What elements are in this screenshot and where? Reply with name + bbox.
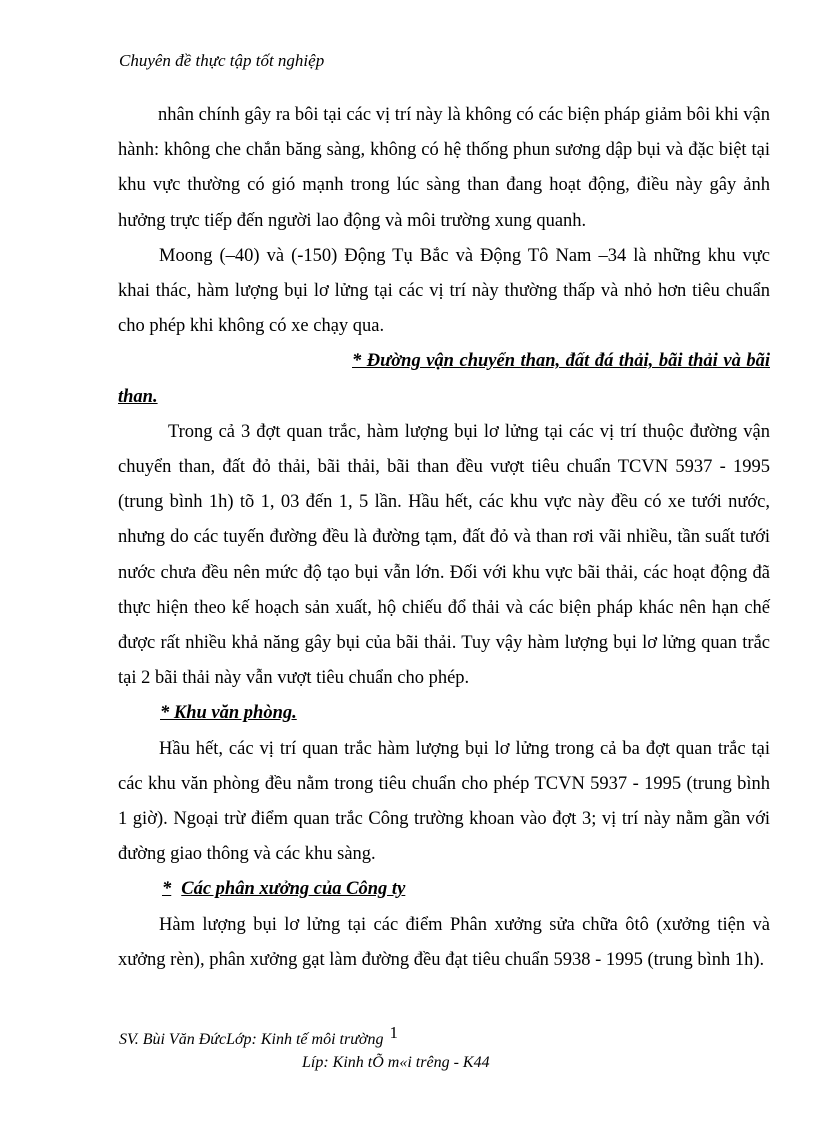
document-body	[118, 98, 770, 978]
footer-class: Líp: Kinh tÕ m«i trêng - K44	[302, 1054, 490, 1071]
footer-author-text: SV. Bùi Văn ĐứcLớp: Kinh tế môi trường	[119, 1031, 384, 1048]
section-heading-office: * Khu văn phòng.	[160, 703, 297, 724]
section-heading-transport: * Đường vận chuyển than, đất đá thải, bãi thải và bãi than.	[118, 351, 770, 407]
paragraph-3: Trong cả 3 đợt quan trắc, hàm lượng bụi lơ lửng tại các vị trí thuộc đường vận chuyển than, đất đỏ thải, bãi thải, bãi than đều vượt tiêu chuẩn TCVN 5937 - 1995 (trung bình 1h) tõ 1, 03 đến 1, 5 lần. Hầu hết, các khu vực này đều có xe tưới nước, nhưng do các tuyến đường đều là đường tạm, đất đỏ và than rơi vãi nhiều, tần suất tưới nước chưa đều nên mức độ tạo bụi vẫn lớn. Đối với khu vực bãi thải, các hoạt động đã thực hiện theo kế hoạch sản xuất, hộ chiếu đổ thải và các biện pháp khác nên hạn chế được rất nhiều khả năng gây bụi của bãi thải. Tuy vậy hàm lượng bụi lơ lửng quan trắc tại 2 bãi thải này vẫn vượt tiêu chuẩn cho phép.	[118, 421, 770, 689]
page-number: 1	[389, 1023, 398, 1042]
heading-bullet: *	[162, 879, 172, 900]
section-heading-workshops-text: Các phân xưởng của Công ty	[181, 879, 406, 900]
paragraph-2: Moong (–40) và (-150) Động Tụ Bắc và Động Tô Nam –34 là những khu vực khai thác, hàm lượng bụi lơ lửng tại các vị trí này thường thấp và nhỏ hơn tiêu chuẩn cho phép khi không có xe chạy qua.	[118, 245, 770, 337]
paragraph-5: Hàm lượng bụi lơ lửng tại các điểm Phân xưởng sửa chữa ôtô (xưởng tiện và xưởng rèn), phân xưởng gạt làm đường đều đạt tiêu chuẩn 5938 - 1995 (trung bình 1h).	[118, 914, 770, 970]
section-heading-workshops	[118, 872, 770, 907]
paragraph-4: Hầu hết, các vị trí quan trắc hàm lượng bụi lơ lửng trong cả ba đợt quan trắc tại các khu văn phòng đều nằm trong tiêu chuẩn cho phép TCVN 5937 - 1995 (trung bình 1 giờ). Ngoại trừ điểm quan trắc Công trường khoan vào đợt 3; vị trí này nằm gần với đường giao thông và các khu sàng.	[118, 738, 770, 865]
footer-author	[119, 1023, 398, 1049]
running-header: Chuyên đề thực tập tốt nghiệp	[119, 51, 325, 70]
paragraph-1: nhân chính gây ra bôi tại các vị trí này là không có các biện pháp giảm bôi khi vận hành: không che chắn băng sàng, không có hệ thống phun sương dập bụi và đặc biệt tại khu vực thường có gió mạnh trong lúc sàng than đang hoạt động, điều này gây ảnh hưởng trực tiếp đến người lao động và môi trường xung quanh.	[118, 105, 770, 231]
